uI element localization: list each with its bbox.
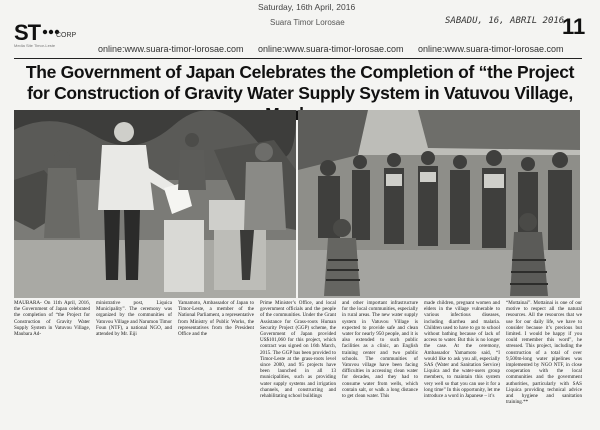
photo-community-gathering: [298, 110, 580, 298]
article-column: Prime Minister’s Office, and local government officials and the people of the communities. Under the Grant Assistance for Grass-roots Human Security Project (GGP) scheme, the Government of Japan provided US$101,060 for this project, which contract was signed on 16th March, 2015. The GGP has been provided to Timor-Leste at the grass-roots level since 2000, and 95 projects have been launched in all 13 municipalities, such as providing water supply systems and irrigation channels, and constructing and rehabilitating school buildings: [260, 300, 336, 400]
article-column: made children, pregnant women and elders in the village vulnerable to various infectious diseases, including diarrhea and malaria. Children used to have to go to school without bathing because of lack of access to water. But this is no longer the case. At the ceremony, Ambassador Yamamoto said, “I would like to ask you all, especially SAS (Water and Sanitation Service) Liquica and the water-users group members, to maintain this system very well so that you can use it for a long time” In this opportunity, let me introduce a word in Japanese – it’s: [424, 300, 500, 400]
logo-tagline: Media Site Timor-Leste: [14, 43, 56, 48]
article-column: and other important infrastructure for the local communities, especially in rural areas. The new water supply system in Vatuvou Village is expected to provide safe and clean water for nearly 950 people, and it is also extended to such public facilities as a clinic, an English training center and two public schools. The communities of Vatuvou village have been facing difficulties in accessing clean water for decades, and they had to consume water from wells, which contain salt, or walk a long distance to get clean water. This: [342, 300, 418, 400]
site-url: online:www.suara-timor-lorosae.com: [418, 44, 564, 54]
photo-right-image: [298, 110, 580, 298]
site-url: online:www.suara-timor-lorosae.com: [98, 44, 244, 54]
header-divider: [14, 58, 582, 59]
article-body: [14, 300, 584, 426]
logo-corp: CORP: [56, 32, 77, 39]
logo-letters: ST: [14, 20, 41, 45]
issue-date: Saturday, 16th April, 2016: [258, 2, 356, 12]
handwritten-date: SABADU, 16, ABRIL 2016: [445, 16, 565, 26]
photo-ambassador-at-water-tap: [14, 110, 296, 298]
article-column: Yamamoto, Ambassador of Japan to Timor-Leste, a member of the National Parliament, a representative from Ministry of Public Works, the representatives from the President Office and the: [178, 300, 254, 338]
url-bar: [98, 44, 578, 56]
site-url: online:www.suara-timor-lorosae.com: [258, 44, 404, 54]
page-number: 11: [562, 14, 586, 39]
paper-name: Suara Timor Lorosae: [270, 18, 345, 27]
article-column: “Mottainai”. Mottainai is one of our motive to respect all the natural resources. All the resources that we use for our daily life, we have to consider because it’s precious but limited. I would be happy if you could remember this word”, he stressed. This project, including the construction of a total of over 9,500m-long water pipelines was implemented by NGO NTF, in close cooperation with the local communities and the government authorities, particularly with SAS Liquica providing technical advice and hygiene and sanitation training.**: [506, 300, 582, 406]
photo-left-image: [14, 110, 296, 298]
newspaper-logo: [14, 22, 98, 48]
article-headline: The Government of Japan Celebrates the Completion of “the Project for Construction of Gravity Water Supply System in Vatuvou Village,: [25, 62, 575, 103]
article-column: ministrative post, Liquica Municipality”. The ceremony was organized by the communities of Vatuvou Village and Narumon Timor Foun (NTF), a national NGO, and attended by Mr. Eiji: [96, 300, 172, 338]
article-column: MAUBARA- On 11th April, 2016, the Government of Japan celebrated the completion of “the Project for Construction of Gravity Water Supply System in Vatuvou Village, Maubara Ad-: [14, 300, 90, 338]
